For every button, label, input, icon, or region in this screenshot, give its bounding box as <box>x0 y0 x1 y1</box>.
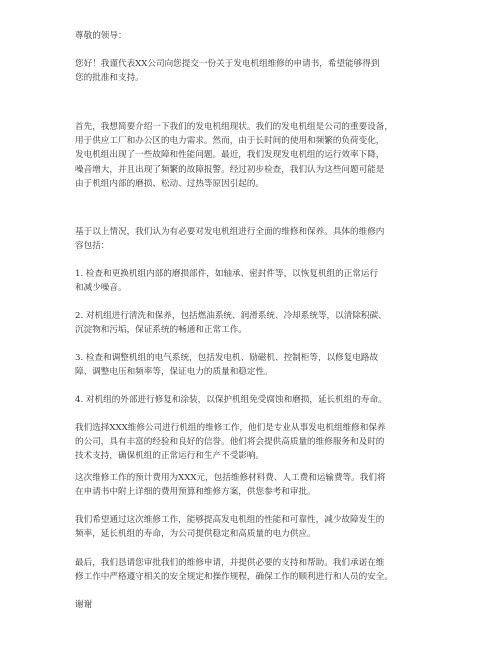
thanks <box>75 598 92 612</box>
list-item-line: 障、调整电压和频率等，保证电力的质量和稳定性。 <box>75 367 273 378</box>
goal-paragraph <box>75 513 384 541</box>
list-item <box>75 309 387 337</box>
budget-paragraph <box>75 471 386 499</box>
list-item-line: 和减少噪音。 <box>75 283 127 294</box>
background-paragraph <box>75 120 393 191</box>
proposal-paragraph <box>75 225 384 253</box>
background-line: 由于机组内部的磨损、松动、过热等原因引起的。 <box>75 178 265 189</box>
intro-paragraph <box>75 57 379 85</box>
closing-paragraph <box>75 556 393 584</box>
list-item <box>75 267 378 295</box>
thanks-line: 谢谢 <box>75 600 93 610</box>
closing-line: 最后，我们恳请您审批我们的维修申请，并提供必要的支持和帮助。我们承诺在维 <box>75 558 385 568</box>
background-line: 噪音增大，并且出现了频繁的故障报警。经过初步检查，我们认为这些问题可能是 <box>75 164 385 175</box>
background-line: 用于供应工厂和办公区的电力需求。然而，由于长时间的使用和频繁的负荷变化， <box>75 136 385 147</box>
budget-line: 这次维修工作的预计费用为XXX元，包括维修材料费、人工费和运输费等。我们将 <box>75 473 386 483</box>
contractor-line: 技术支持，确保机组的正常运行和生产不受影响。 <box>75 451 265 462</box>
closing-line: 修工作中严格遵守相关的安全规定和操作规程，确保工作的顺利进行和人员的安全。 <box>75 572 393 583</box>
list-item <box>75 393 387 407</box>
list-item <box>75 351 378 379</box>
list-item-line: 4. 对机组的外部进行修复和涂装，以保护机组免受腐蚀和磨损，延长机组的寿命。 <box>75 395 387 405</box>
goal-line: 频率，延长机组的寿命，为公司提供稳定和高质量的电力供应。 <box>75 529 316 540</box>
contractor-line: 的公司，具有丰富的经验和良好的信誉。他们将会提供高质量的维修服务和及时的 <box>75 437 385 448</box>
list-item-line: 2. 对机组进行清洗和保养，包括燃油系统、润滑系统、冷却系统等，以清除积碳、 <box>75 311 387 321</box>
budget-line: 在申请书中附上详细的费用预算和维修方案，供您参考和审批。 <box>75 487 316 498</box>
proposal-line: 容包括： <box>75 241 110 252</box>
salutation-line: 尊敬的领导： <box>75 31 127 41</box>
salutation <box>75 29 127 43</box>
list-item-line: 3. 检查和调整机组的电气系统，包括发电机、励磁机、控制柜等，以修复电路故 <box>75 353 379 363</box>
list-item-line: 1. 检查和更换机组内部的磨损部件，如轴承、密封件等，以恢复机组的正常运行 <box>75 269 379 279</box>
contractor-line: 我们选择XXX维修公司进行机组的维修工作，他们是专业从事发电机组维修和保养 <box>75 423 386 433</box>
proposal-line: 基于以上情况，我们认为有必要对发电机组进行全面的维修和保养。具体的维修内 <box>75 227 385 237</box>
goal-line: 我们希望通过这次维修工作，能够提高发电机组的性能和可靠性，减少故障发生的 <box>75 515 385 525</box>
intro-line: 您的批准和支持。 <box>75 73 144 84</box>
list-item-line: 沉淀物和污垢，保证系统的畅通和正常工作。 <box>75 325 247 336</box>
intro-line: 您好！我谨代表XX公司向您提交一份关于发电机组维修的申请书，希望能够得到 <box>75 59 380 69</box>
background-line: 首先，我想简要介绍一下我们的发电机组现状。我们的发电机组是公司的重要设备， <box>75 122 393 132</box>
contractor-paragraph <box>75 421 386 464</box>
background-line: 发电机组出现了一些故障和性能问题。最近，我们发现发电机组的运行效率下降， <box>75 150 385 161</box>
